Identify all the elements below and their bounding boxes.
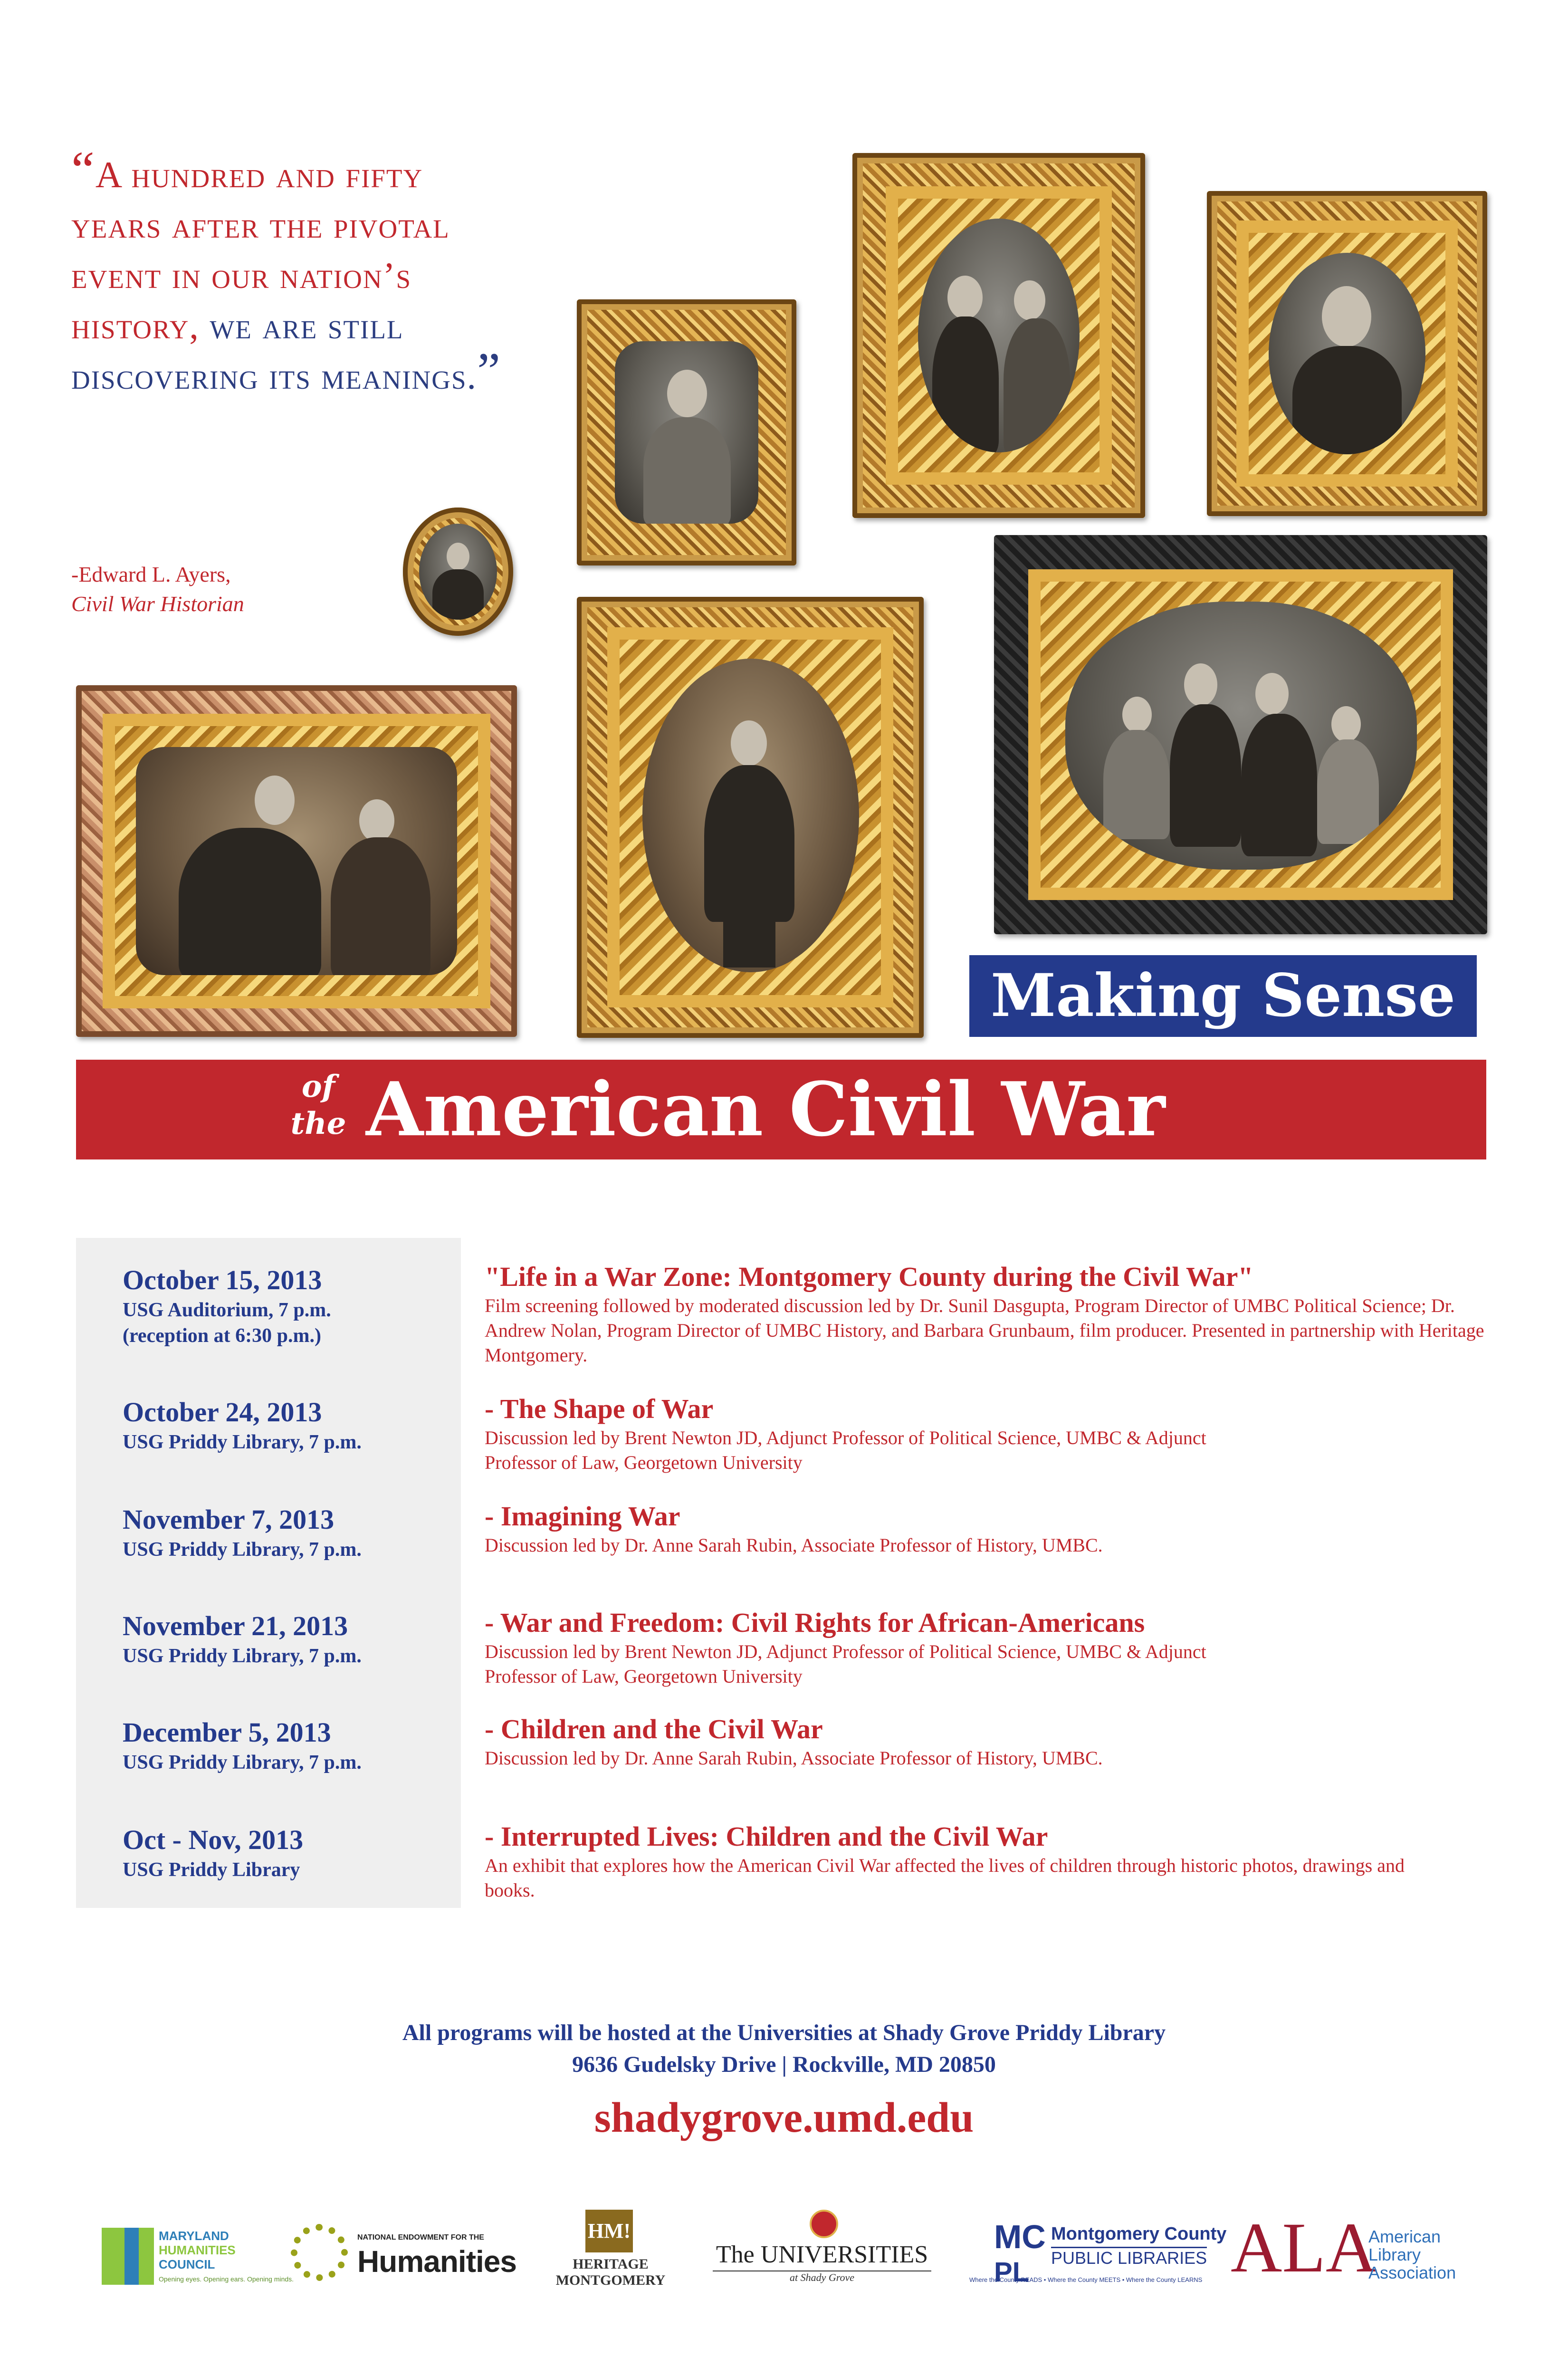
footer-address-line: 9636 Gudelsky Drive | Rockville, MD 20850: [572, 2052, 996, 2077]
title-of-the: [280, 1068, 356, 1142]
mhc-mark-icon: [102, 2228, 154, 2285]
quote: [71, 141, 518, 402]
event-description: Discussion led by Dr. Anne Sarah Rubin, Associate Professor of History, UMBC.: [485, 1747, 1103, 1769]
event-description: Discussion led by Brent Newton JD, Adjunct Professor of Political Science, UMBC & Adjunct Professor of Law, Georgetown University: [485, 1641, 1206, 1687]
neh-sunburst-icon: [291, 2224, 348, 2281]
usg-seal-icon: [810, 2210, 838, 2238]
quote-close-mark: ”: [477, 342, 501, 400]
event-details: [485, 1606, 1487, 1689]
event-description: Film screening followed by moderated discussion led by Dr. Sunil Dasgupta, Program Director of UMBC Political Science; Dr. Andrew Nolan, Program Director of UMBC History, and Barbara Grunbaum, film producer. Presented in partnership with Heritage Montgomery.: [485, 1295, 1484, 1366]
event-date: November 21, 2013 USG Priddy Library, 7 p.m.: [123, 1610, 362, 1667]
title-making-sense: Making Sense: [991, 961, 1455, 1030]
title-the: the: [290, 1106, 346, 1141]
event-title: - Interrupted Lives: Children and the Civil War: [485, 1821, 1048, 1852]
event-title: - Imagining War: [485, 1501, 680, 1532]
photo-frame-girl: [1207, 191, 1487, 516]
event-title: - The Shape of War: [485, 1393, 714, 1424]
brooch-photo: [419, 524, 497, 620]
event-description: Discussion led by Dr. Anne Sarah Rubin, Associate Professor of History, UMBC.: [485, 1534, 1103, 1556]
event-date: Oct - Nov, 2013 USG Priddy Library: [123, 1824, 304, 1881]
quote-red-text: A hundred and fifty years after the pivotal event in our nation’s history,: [71, 154, 450, 346]
event-details: [485, 1820, 1487, 1903]
photo-frame-boy-cap: [577, 299, 796, 565]
event-details: [485, 1713, 1487, 1771]
photo-frame-group: [994, 535, 1487, 934]
hm-badge-icon: HM!: [585, 2210, 633, 2252]
title-american-civil-war: American Civil War: [366, 1066, 1166, 1153]
quote-open-mark: “: [71, 141, 96, 199]
quote-blue-text: we are still discovering its meanings.: [71, 305, 478, 397]
title-of: of: [301, 1069, 335, 1104]
photo-soldier: [642, 659, 859, 972]
photo-boy-cap: [615, 341, 758, 524]
event-date: December 5, 2013 USG Priddy Library, 7 p.m.: [123, 1717, 362, 1773]
quote-role: Civil War Historian: [71, 592, 244, 616]
brooch-portrait: [403, 508, 513, 636]
photo-group: [1065, 602, 1417, 870]
event-description: An exhibit that explores how the American Civil War affected the lives of children through historic photos, drawings and books.: [485, 1855, 1405, 1901]
event-title: "Life in a War Zone: Montgomery County during the Civil War": [485, 1261, 1253, 1292]
event-details: [485, 1500, 1487, 1558]
event-title: - War and Freedom: Civil Rights for African-Americans: [485, 1607, 1145, 1638]
photo-family: [136, 747, 457, 975]
event-description: Discussion led by Brent Newton JD, Adjunct Professor of Political Science, UMBC & Adjunct Professor of Law, Georgetown University: [485, 1427, 1206, 1473]
event-title: - Children and the Civil War: [485, 1714, 823, 1744]
footer-url[interactable]: shadygrove.umd.edu: [594, 2094, 974, 2141]
event-date: November 7, 2013 USG Priddy Library, 7 p.m.: [123, 1504, 362, 1561]
photo-frame-couple: [852, 153, 1145, 518]
event-date: October 15, 2013 USG Auditorium, 7 p.m. (reception at 6:30 p.m.): [123, 1265, 331, 1347]
event-details: [485, 1260, 1487, 1368]
quote-attribution: [71, 560, 244, 619]
photo-couple: [918, 219, 1080, 452]
quote-author: -Edward L. Ayers,: [71, 562, 231, 586]
footer-venue-line: All programs will be hosted at the Universities at Shady Grove Priddy Library: [402, 2020, 1166, 2045]
photo-girl: [1269, 253, 1425, 454]
photo-frame-family: [76, 685, 517, 1037]
event-details: [485, 1392, 1487, 1475]
photo-frame-soldier: [577, 597, 924, 1038]
event-date: October 24, 2013 USG Priddy Library, 7 p.m.: [123, 1397, 362, 1453]
